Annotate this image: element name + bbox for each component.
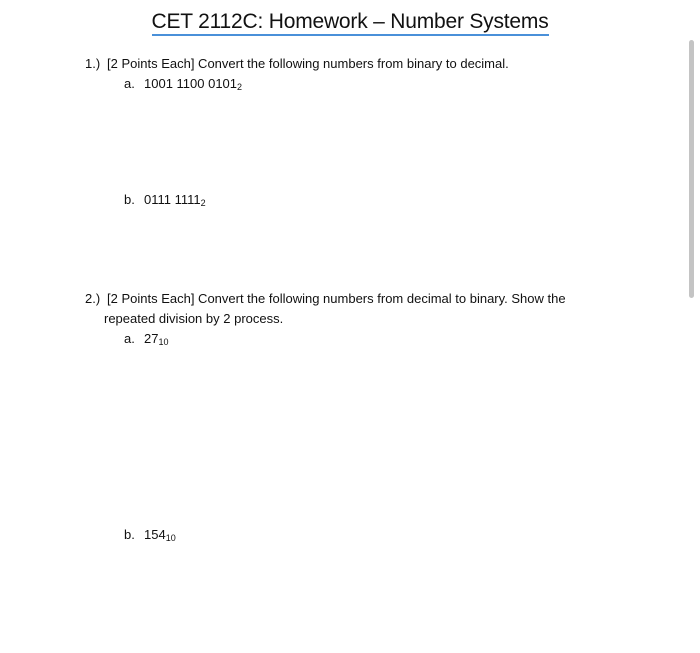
part-letter: b. <box>124 527 135 542</box>
question-2-continued <box>104 309 283 329</box>
page-title <box>0 10 700 34</box>
part-letter: a. <box>124 331 135 346</box>
question-text: [2 Points Each] Convert the following numbers from decimal to binary. Show the <box>107 291 566 306</box>
part-value: 154 <box>144 527 166 542</box>
question-1 <box>85 54 509 74</box>
part-base: 10 <box>165 533 176 543</box>
question-2-part-b <box>124 525 176 548</box>
question-text: [2 Points Each] Convert the following numbers from binary to decimal. <box>107 56 509 71</box>
question-2-part-a <box>124 329 168 352</box>
part-letter: a. <box>124 76 135 91</box>
question-2 <box>85 289 645 309</box>
part-value: 27 <box>144 331 159 346</box>
part-base: 10 <box>158 337 169 347</box>
question-1-part-b <box>124 190 206 213</box>
page-title-text: CET 2112C: Homework – Number Systems <box>152 10 549 36</box>
question-number: 2.) <box>85 291 101 306</box>
part-base: 2 <box>237 82 243 92</box>
part-base: 2 <box>200 198 206 208</box>
question-text-line2: repeated division by 2 process. <box>104 311 284 326</box>
vertical-scrollbar[interactable] <box>689 40 694 298</box>
question-1-part-a <box>124 74 242 97</box>
part-value: 1001 1100 0101 <box>144 76 238 91</box>
question-number: 1.) <box>85 56 101 71</box>
part-letter: b. <box>124 192 135 207</box>
part-value: 0111 1111 <box>144 192 201 207</box>
